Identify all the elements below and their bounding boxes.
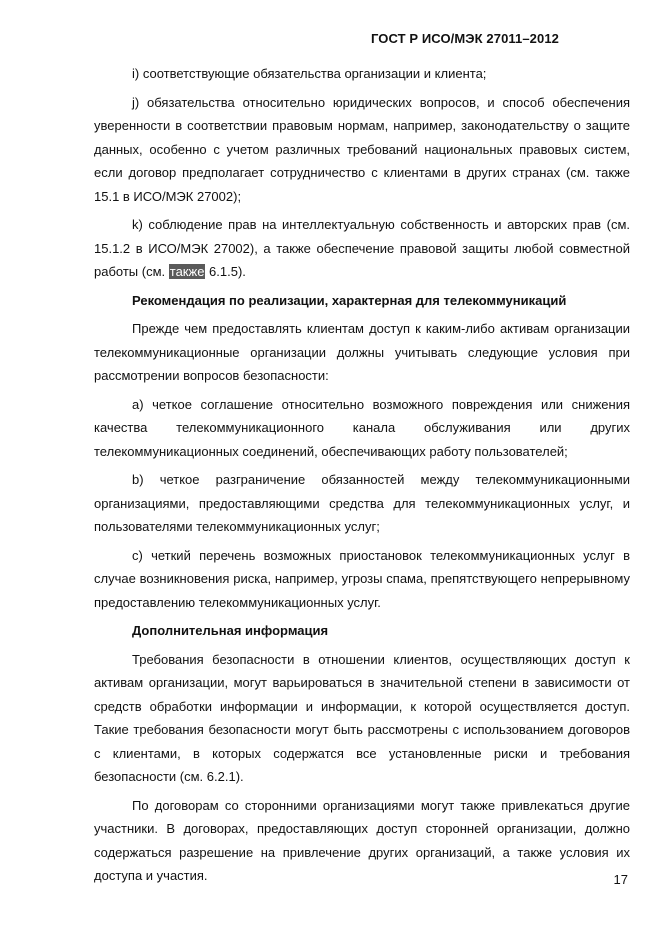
highlighted-text: также <box>169 264 205 279</box>
list-item-k-text: k) соблюдение прав на интеллектуальную собственность и авторских прав (см. 15.1.2 в ИСО/МЭК 27002), а также обеспечение правовой защиты любой совместной работы (см. <box>94 217 630 279</box>
document-body <box>94 62 630 893</box>
list-item-a: а) четкое соглашение относительно возможного повреждения или снижения качества телекоммуникационного канала обслуживания или других телекоммуникационных соединений, обеспечивающих работу пользователей; <box>94 396 630 459</box>
list-item-c: с) четкий перечень возможных приостановок телекоммуникационных услуг в случае возникновения риска, например, угрозы спама, препятствующего непрерывному предоставлению телекоммуникационных услуг. <box>94 547 630 610</box>
additional-info-paragraph-2: По договорам со сторонними организациями могут также привлекаться другие участники. В договорах, предоставляющих доступ сторонней организации, должно содержаться разрешение на привлечение других организаций, а также условия их доступа и участия. <box>94 797 630 883</box>
additional-info-paragraph-1: Требования безопасности в отношении клиентов, осуществляющих доступ к активам организации, могут варьироваться в значительной степени в зависимости от средств обработки информации и информации, к которой осуществляется доступ. Такие требования безопасности могут быть рассмотрены с использованием договоров с клиентами, в которых содержатся все установленные риски и требования безопасности (см. 6.2.1). <box>94 651 630 784</box>
list-item-k-ref: 6.1.5). <box>209 264 246 279</box>
page-number: 17 <box>613 872 628 887</box>
section-heading-telecom: Рекомендация по реализации, характерная для телекоммуникаций <box>132 292 567 308</box>
document-header: ГОСТ Р ИСО/МЭК 27011–2012 <box>370 31 559 46</box>
list-item-i: i) соответствующие обязательства организации и клиента; <box>132 66 487 81</box>
list-item-b: b) четкое разграничение обязанностей между телекоммуникационными организациями, предоставляющими средства для телекоммуникационных услуг, и пользователями телекоммуникационных услуг; <box>94 472 630 534</box>
telecom-intro-paragraph: Прежде чем предоставлять клиентам доступ к каким-либо активам организации телекоммуникационные организации должны учитывать следующие условия при рассмотрении вопросов безопасности: <box>94 321 630 383</box>
list-item-k <box>94 213 630 284</box>
list-item-j: j) обязательства относительно юридических вопросов, и способ обеспечения уверенности в соответствии правовым нормам, например, законодательству о защите данных, особенно с учетом различных требований национальных правовых систем, если договор предполагает сотрудничество с клиентами в других странах (см. также 15.1 в ИСО/МЭК 27002); <box>94 94 630 204</box>
section-heading-additional: Дополнительная информация <box>132 623 329 638</box>
